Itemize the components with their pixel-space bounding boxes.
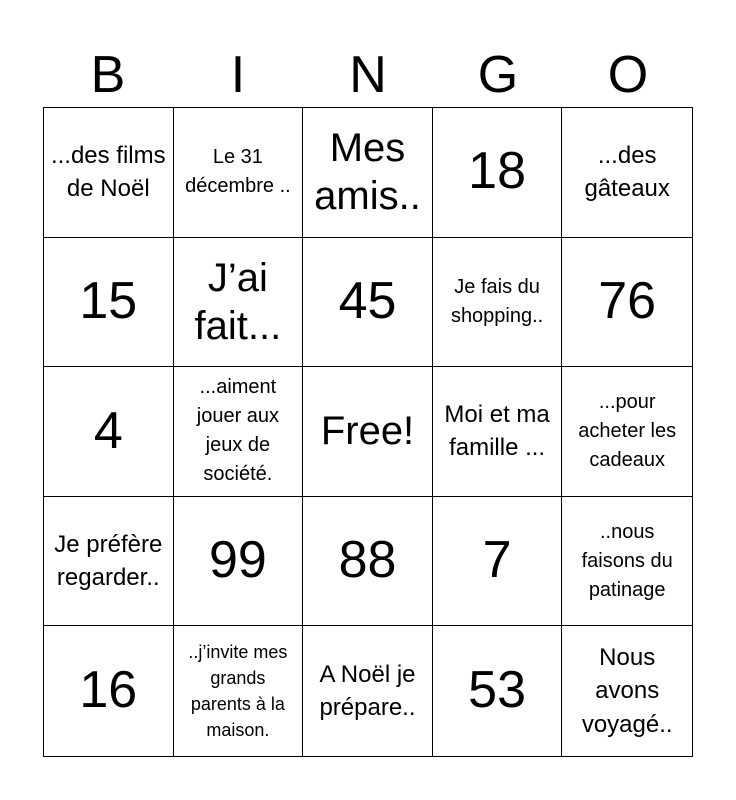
cell-text: 16 — [79, 661, 138, 720]
bingo-cell-r0-c2[interactable] — [303, 108, 433, 238]
bingo-cell-r1-c4[interactable] — [562, 238, 692, 368]
cell-text: ...pour acheter les cadeaux — [578, 390, 677, 471]
bingo-cell-r2-c4[interactable] — [562, 367, 692, 497]
header-letter-i: I — [230, 46, 246, 104]
bingo-cell-r2-c1[interactable] — [174, 367, 304, 497]
header-letter-o: O — [607, 46, 649, 104]
cell-text: A Noël je prépare.. — [319, 660, 416, 722]
bingo-cell-r2-c2-free[interactable] — [303, 367, 433, 497]
cell-text: Nous avons voyagé.. — [581, 643, 673, 738]
cell-text: Le 31 décembre .. — [185, 146, 291, 198]
bingo-cell-r0-c3[interactable] — [433, 108, 563, 238]
cell-text: ..j’invite mes grands parents à la maison. — [188, 642, 288, 741]
bingo-cell-r3-c3[interactable] — [433, 497, 563, 627]
cell-text: ...aiment jouer aux jeux de société. — [196, 376, 280, 486]
cell-text: 15 — [79, 271, 138, 330]
cell-text: 45 — [338, 271, 397, 330]
bingo-cell-r0-c0[interactable] — [44, 108, 174, 238]
bingo-cell-r0-c4[interactable] — [562, 108, 692, 238]
cell-text: 4 — [93, 401, 123, 460]
cell-text: J’ai fait... — [194, 255, 282, 348]
bingo-cell-r3-c1[interactable] — [174, 497, 304, 627]
cell-text: ...des gâteaux — [584, 141, 670, 203]
cell-text: Moi et ma famille ... — [444, 400, 550, 462]
cell-text: Mes amis.. — [314, 126, 421, 219]
header-letter-g: G — [477, 46, 519, 104]
bingo-board — [43, 107, 693, 757]
bingo-cell-r4-c3[interactable] — [433, 626, 563, 756]
bingo-cell-r4-c2[interactable] — [303, 626, 433, 756]
cell-text: 18 — [468, 142, 527, 201]
bingo-cell-r0-c1[interactable] — [174, 108, 304, 238]
header-letter-b: B — [90, 46, 126, 104]
bingo-cell-r3-c0[interactable] — [44, 497, 174, 627]
bingo-cell-r3-c4[interactable] — [562, 497, 692, 627]
cell-text: 53 — [468, 661, 527, 720]
cell-text: ...des films de Noël — [50, 141, 166, 203]
bingo-cell-r2-c3[interactable] — [433, 367, 563, 497]
bingo-cell-r4-c1[interactable] — [174, 626, 304, 756]
bingo-cell-r1-c0[interactable] — [44, 238, 174, 368]
bingo-cell-r1-c1[interactable] — [174, 238, 304, 368]
bingo-cell-r1-c2[interactable] — [303, 238, 433, 368]
cell-text: 99 — [208, 531, 267, 590]
cell-text: ..nous faisons du patinage — [581, 520, 673, 601]
cell-text: Je fais du shopping.. — [450, 275, 544, 327]
bingo-cell-r3-c2[interactable] — [303, 497, 433, 627]
bingo-cell-r4-c4[interactable] — [562, 626, 692, 756]
cell-text: 88 — [338, 531, 397, 590]
header-letter-n: N — [349, 46, 387, 104]
bingo-cell-r2-c0[interactable] — [44, 367, 174, 497]
cell-text: 7 — [482, 531, 512, 590]
cell-text: 76 — [598, 271, 657, 330]
cell-text: Je préfère regarder.. — [54, 530, 163, 592]
bingo-cell-r4-c0[interactable] — [44, 626, 174, 756]
free-space-text: Free! — [320, 409, 415, 454]
bingo-cell-r1-c3[interactable] — [433, 238, 563, 368]
bingo-header — [43, 44, 693, 106]
